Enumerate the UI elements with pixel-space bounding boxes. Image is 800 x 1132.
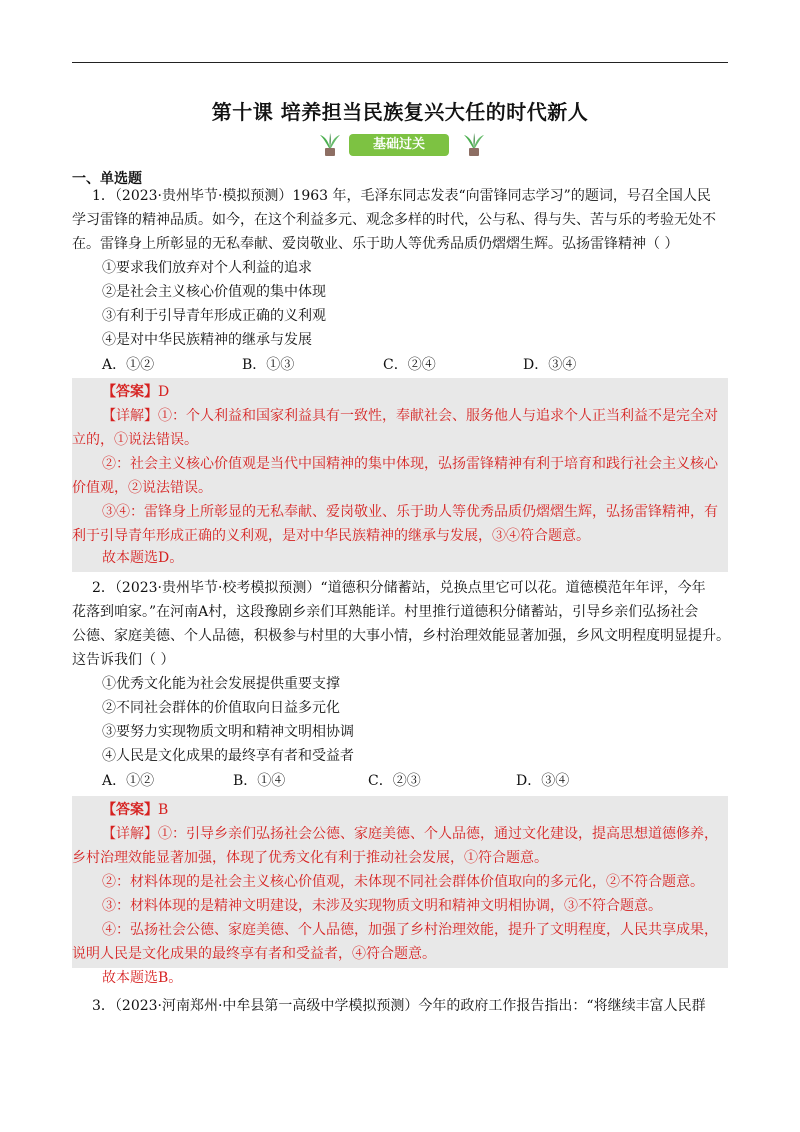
choice-d[interactable]: D．③④ <box>523 357 577 373</box>
detail-line: 乡村治理效能显著加强，体现了优秀文化有利于推动社会发展，①符合题意。 <box>72 850 548 866</box>
answer-block <box>72 378 728 572</box>
detail-line: ③④：雷锋身上所彰显的无私奉献、爱岗敬业、乐于助人等优秀品质仍熠熠生辉，弘扬雷锋精神，有 <box>102 504 718 520</box>
detail-line: 说明人民是文化成果的最终享有者和受益者，④符合题意。 <box>72 946 436 962</box>
statement-item: ①优秀文化能为社会发展提供重要支撑 <box>102 676 340 692</box>
choice-b[interactable]: B．①③ <box>242 357 295 373</box>
choice-a[interactable]: A．①② <box>102 357 155 373</box>
question-2-stem: 这告诉我们（ ） <box>72 652 175 668</box>
answer-label: 【答案】 <box>102 802 158 818</box>
detail-line: 【详解】①：引导乡亲们弘扬社会公德、家庭美德、个人品德，通过文化建设，提高思想道德修养， <box>102 826 718 842</box>
answer-block <box>72 796 728 968</box>
plant-icon <box>318 132 342 158</box>
statement-item: ③要努力实现物质文明和精神文明相协调 <box>102 724 354 740</box>
section-badge: 基础过关 <box>349 134 449 156</box>
detail-line: ④：弘扬社会公德、家庭美德、个人品德，加强了乡村治理效能，提升了文明程度，人民共享成果， <box>102 922 718 938</box>
plant-icon <box>462 132 486 158</box>
question-2-stem: 2．（2023·贵州毕节·校考模拟预测）“道德积分储蓄站，兑换点里它可以花。道德模范年年评，今年 <box>92 580 706 596</box>
choice-row <box>102 354 702 374</box>
detail-line: ②：材料体现的是社会主义核心价值观，未体现不同社会群体价值取向的多元化，②不符合题意。 <box>102 874 704 890</box>
choice-c[interactable]: C．②④ <box>383 357 436 373</box>
choice-row <box>102 770 702 790</box>
detail-line: ②：社会主义核心价值观是当代中国精神的集中体现，弘扬雷锋精神有利于培育和践行社会主义核心 <box>102 456 718 472</box>
statement-item: ④是对中华民族精神的继承与发展 <box>102 332 312 348</box>
detail-line: 价值观，②说法错误。 <box>72 480 212 496</box>
statement-item: ②是社会主义核心价值观的集中体现 <box>102 284 326 300</box>
answer-line <box>72 800 758 820</box>
choice-b[interactable]: B．①④ <box>233 773 286 789</box>
lesson-title: 第十课 培养担当民族复兴大任的时代新人 <box>211 100 589 124</box>
question-2-stem: 公德、家庭美德、个人品德，积极参与村里的大事小情，乡村治理效能显著加强，乡风文明程度明显提升。 <box>72 628 730 644</box>
statement-item: ①要求我们放弃对个人利益的追求 <box>102 260 312 276</box>
answer-label: 【答案】 <box>102 384 158 400</box>
detail-line: ③：材料体现的是精神文明建设，未涉及实现物质文明和精神文明相协调，③不符合题意。 <box>102 898 662 914</box>
question-1-stem: 在。雷锋身上所彰显的无私奉献、爱岗敬业、乐于助人等优秀品质仍熠熠生辉。弘扬雷锋精神（ ） <box>72 236 679 252</box>
badge-row <box>0 132 800 158</box>
question-2-stem: 花落到咱家。”在河南A村，这段豫剧乡亲们耳熟能详。村里推行道德积分储蓄站，引导乡亲们弘扬社会 <box>72 604 699 620</box>
detail-line: 【详解】①：个人利益和国家利益具有一致性，奉献社会、服务他人与追求个人正当利益不是完全对 <box>102 408 718 424</box>
answer-value: B <box>158 802 169 818</box>
answer-value: D <box>158 384 170 400</box>
detail-line: 利于引导青年形成正确的义利观，是对中华民族精神的继承与发展，③④符合题意。 <box>72 528 590 544</box>
question-1-stem: 1．（2023·贵州毕节·模拟预测）1963 年，毛泽东同志发表“向雷锋同志学习”的题词，号召全国人民 <box>92 188 711 204</box>
conclusion-line: 故本题选B。 <box>102 970 183 986</box>
statement-item: ④人民是文化成果的最终享有者和受益者 <box>102 748 354 764</box>
answer-line <box>72 382 758 402</box>
question-1-stem: 学习雷锋的精神品质。如今，在这个利益多元、观念多样的时代，公与私、得与失、苦与乐的考验无处不 <box>72 212 716 228</box>
statement-item: ③有利于引导青年形成正确的义利观 <box>102 308 326 324</box>
statement-item: ②不同社会群体的价值取向日益多元化 <box>102 700 340 716</box>
conclusion-line: 故本题选D。 <box>102 550 184 566</box>
choice-c[interactable]: C．②③ <box>368 773 421 789</box>
question-3-stem: 3．（2023·河南郑州·中牟县第一高级中学模拟预测）今年的政府工作报告指出：“将继续丰富人民群 <box>92 998 706 1014</box>
header-rule <box>72 62 728 63</box>
detail-line: 立的，①说法错误。 <box>72 432 198 448</box>
choice-a[interactable]: A．①② <box>102 773 155 789</box>
section-heading: 一、单选题 <box>72 171 142 187</box>
choice-d[interactable]: D．③④ <box>516 773 570 789</box>
